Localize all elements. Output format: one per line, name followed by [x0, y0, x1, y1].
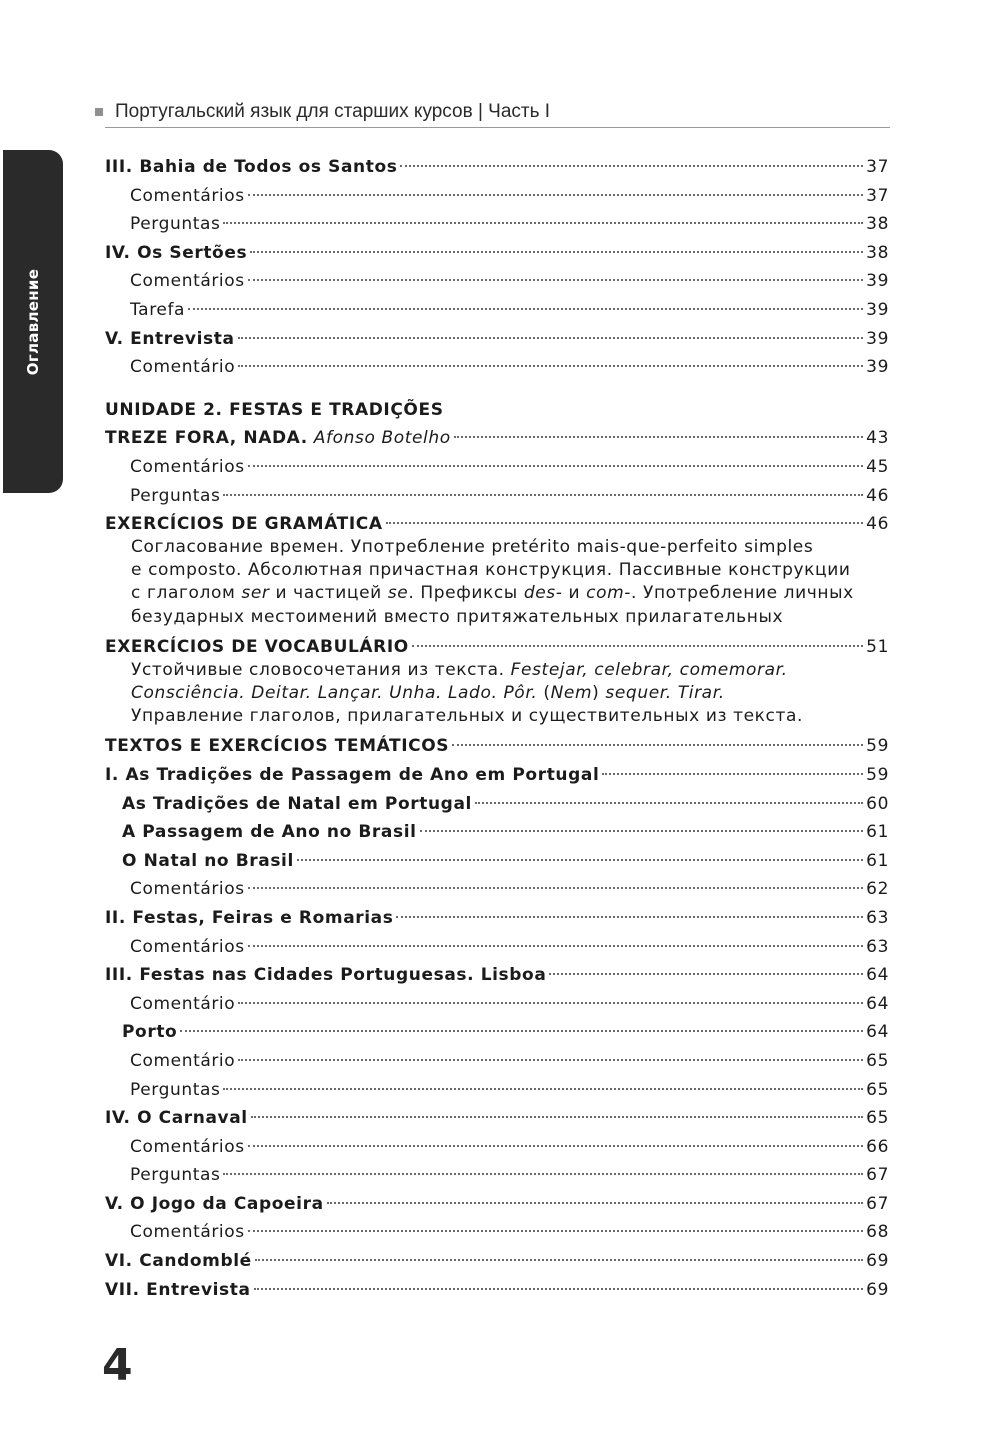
toc-entry-title: Comentário [130, 357, 236, 378]
toc-entry-title: EXERCÍCIOS DE VOCABULÁRIO [105, 636, 409, 657]
toc-entry-title: IV. O Carnaval [105, 1108, 248, 1129]
toc-leader-dots [238, 365, 863, 367]
toc-entry-page: 39 [866, 299, 889, 320]
toc-leader-dots [602, 773, 863, 775]
toc-entry-title: Comentário [130, 1050, 236, 1071]
toc-leader-dots [396, 916, 863, 918]
toc-entry-page: 46 [866, 485, 889, 506]
toc-leader-dots [223, 494, 863, 496]
toc-entry-title: Comentários [130, 271, 245, 292]
header-bullet-icon [95, 108, 103, 116]
toc-entry[interactable] [105, 761, 889, 790]
toc-entry-title: Perguntas [130, 1079, 221, 1100]
toc-description: Согласование времен. Употребление pretérito mais-que-perfeito simples e composto. Абсолютная причастная конструкция. Пассивные конструкции с глаголом ser и частицей se. Префиксы des- и com-. Употребление личных безударных местоимений вместо притяжательных прилагательных [131, 536, 854, 627]
toc-entry-title: II. Festas, Feiras e Romarias [105, 907, 394, 928]
toc-leader-dots [248, 945, 863, 947]
toc-entry[interactable] [105, 296, 889, 325]
toc-entry-page: 59 [866, 764, 889, 785]
toc-entry[interactable] [105, 732, 889, 761]
toc-leader-dots [297, 859, 863, 861]
toc-entry-page: 68 [866, 1222, 889, 1243]
toc-leader-dots [188, 308, 863, 310]
toc-entry-title: Comentários [130, 936, 245, 957]
toc-entry-title: Comentários [130, 185, 245, 206]
toc-unit-heading: UNIDADE 2. FESTAS E TRADIÇÕES [105, 399, 444, 420]
toc-leader-dots [454, 436, 863, 438]
toc-entry-page: 65 [866, 1079, 889, 1100]
toc-leader-dots [238, 1059, 863, 1061]
toc-entry-page: 69 [866, 1279, 889, 1300]
toc-entry[interactable] [105, 210, 889, 239]
toc-leader-dots [248, 1145, 863, 1147]
toc-entry[interactable] [105, 633, 889, 662]
toc-leader-dots [248, 194, 863, 196]
toc-entry-title: III. Festas nas Cidades Portuguesas. Lisboa [105, 965, 547, 986]
toc-entry-title: EXERCÍCIOS DE GRAMÁTICA [105, 514, 383, 535]
toc-entry-title: Perguntas [130, 1165, 221, 1186]
toc-leader-dots [549, 973, 863, 975]
toc-entry-author: Afonso Botelho [307, 428, 451, 449]
toc-entry-title: VI. Candomblé [105, 1251, 252, 1272]
toc-entry[interactable] [105, 510, 889, 539]
toc-entry-page: 61 [866, 822, 889, 843]
toc-entry-title: Comentários [130, 456, 245, 477]
toc-entry[interactable] [105, 1076, 889, 1105]
toc-leader-dots [254, 1288, 864, 1290]
toc-entry-page: 60 [866, 793, 889, 814]
toc-leader-dots [248, 465, 863, 467]
toc-entry-page: 39 [866, 271, 889, 292]
toc-entry-page: 38 [866, 214, 889, 235]
toc-entry[interactable] [105, 1276, 889, 1305]
toc-entry-page: 69 [866, 1251, 889, 1272]
toc-entry-page: 67 [866, 1193, 889, 1214]
toc-leader-dots [248, 887, 863, 889]
toc-leader-dots [238, 1002, 863, 1004]
toc-entry[interactable] [105, 353, 889, 382]
toc-entry[interactable] [105, 1104, 889, 1133]
toc-entry[interactable] [105, 1018, 889, 1047]
toc-entry-title: Comentários [130, 879, 245, 900]
toc-entry-title: A Passagem de Ano no Brasil [122, 822, 417, 843]
toc-entry[interactable] [105, 424, 889, 453]
toc-entry[interactable] [105, 482, 889, 511]
table-of-contents [105, 153, 889, 1304]
running-header [105, 97, 890, 128]
toc-leader-dots [420, 830, 864, 832]
toc-entry-page: 39 [866, 357, 889, 378]
toc-entry-page: 63 [866, 936, 889, 957]
toc-entry-title: VII. Entrevista [105, 1279, 251, 1300]
toc-entry-title: TEXTOS E EXERCÍCIOS TEMÁTICOS [105, 736, 450, 757]
toc-entry-title: IV. Os Sertões [105, 242, 248, 263]
toc-leader-dots [223, 222, 863, 224]
toc-entry-title: Tarefa [130, 299, 186, 320]
toc-leader-dots [400, 165, 863, 167]
toc-entry-page: 63 [866, 907, 889, 928]
toc-entry-page: 39 [866, 328, 889, 349]
toc-entry[interactable] [105, 1247, 889, 1276]
toc-entry[interactable] [105, 818, 889, 847]
toc-entry-title: III. Bahia de Todos os Santos [105, 157, 398, 177]
toc-leader-dots [251, 1116, 863, 1118]
toc-leader-dots [223, 1173, 863, 1175]
toc-leader-dots [250, 251, 863, 253]
toc-entry-title: TREZE FORA, NADA. Afonso Botelho [105, 428, 451, 449]
toc-leader-dots [475, 802, 863, 804]
toc-entry-page: 45 [866, 456, 889, 477]
toc-entry-page: 66 [866, 1136, 889, 1157]
toc-entry-title: V. O Jogo da Capoeira [105, 1193, 324, 1214]
header-title: Португальский язык для старших курсов | Часть I [115, 101, 551, 122]
toc-entry-title: Perguntas [130, 214, 221, 235]
toc-entry[interactable] [105, 153, 889, 182]
toc-entry[interactable] [105, 239, 889, 268]
toc-entry-title: Porto [122, 1022, 178, 1043]
toc-entry[interactable] [105, 1047, 889, 1076]
toc-entry[interactable] [105, 1190, 889, 1219]
toc-entry[interactable] [105, 325, 889, 354]
toc-entry-title: V. Entrevista [105, 328, 235, 349]
toc-entry-page: 67 [866, 1165, 889, 1186]
toc-entry[interactable] [105, 1218, 889, 1247]
toc-leader-dots [386, 522, 864, 524]
toc-leader-dots [412, 645, 863, 647]
toc-entry-title: O Natal no Brasil [122, 850, 294, 871]
toc-entry-page: 51 [866, 636, 889, 657]
toc-entry-page: 64 [866, 993, 889, 1014]
toc-entry[interactable] [105, 1133, 889, 1162]
toc-leader-dots [255, 1259, 863, 1261]
page-number: 4 [102, 1340, 134, 1391]
toc-entry-title: Comentário [130, 993, 236, 1014]
toc-entry-page: 65 [866, 1108, 889, 1129]
toc-leader-dots [238, 337, 864, 339]
toc-entry-title: I. As Tradições de Passagem de Ano em Portugal [105, 764, 600, 785]
toc-entry-page: 65 [866, 1050, 889, 1071]
toc-entry[interactable] [105, 1161, 889, 1190]
toc-entry-page: 62 [866, 879, 889, 900]
toc-entry-page: 37 [866, 157, 889, 177]
toc-leader-dots [248, 279, 863, 281]
toc-entry[interactable] [105, 182, 889, 211]
toc-entry-page: 59 [866, 736, 889, 757]
toc-entry-title: As Tradições de Natal em Portugal [122, 793, 472, 814]
toc-leader-dots [452, 744, 863, 746]
toc-description: Устойчивые словосочетания из текста. Festejar, celebrar, comemorar. Consciência. Deitar. Lançar. Unha. Lado. Pôr. (Nem) sequer. Tirar. Управление глаголов, прилагательных и существительных из текста. [131, 659, 804, 727]
toc-leader-dots [248, 1230, 863, 1232]
side-tab-label: Оглавление [24, 268, 42, 375]
toc-entry-page: 37 [866, 185, 889, 206]
toc-entry[interactable] [105, 904, 889, 933]
toc-entry-page: 61 [866, 850, 889, 871]
toc-entry-page: 64 [866, 1022, 889, 1043]
toc-entry[interactable] [105, 267, 889, 296]
toc-entry-page: 43 [866, 428, 889, 449]
toc-entry[interactable] [105, 875, 889, 904]
section-side-tab [3, 150, 63, 493]
toc-entry[interactable] [105, 933, 889, 962]
toc-entry-title: Perguntas [130, 485, 221, 506]
toc-leader-dots [180, 1030, 863, 1032]
toc-leader-dots [327, 1202, 864, 1204]
toc-entry[interactable] [105, 990, 889, 1019]
toc-entry[interactable] [105, 453, 889, 482]
toc-entry[interactable] [105, 961, 889, 990]
toc-entry[interactable] [105, 847, 889, 876]
toc-entry[interactable] [105, 790, 889, 819]
toc-entry-title: Comentários [130, 1222, 245, 1243]
toc-entry-page: 38 [866, 242, 889, 263]
toc-leader-dots [223, 1088, 863, 1090]
toc-entry-page: 64 [866, 965, 889, 986]
toc-entry-page: 46 [866, 514, 889, 535]
toc-entry-title: Comentários [130, 1136, 245, 1157]
